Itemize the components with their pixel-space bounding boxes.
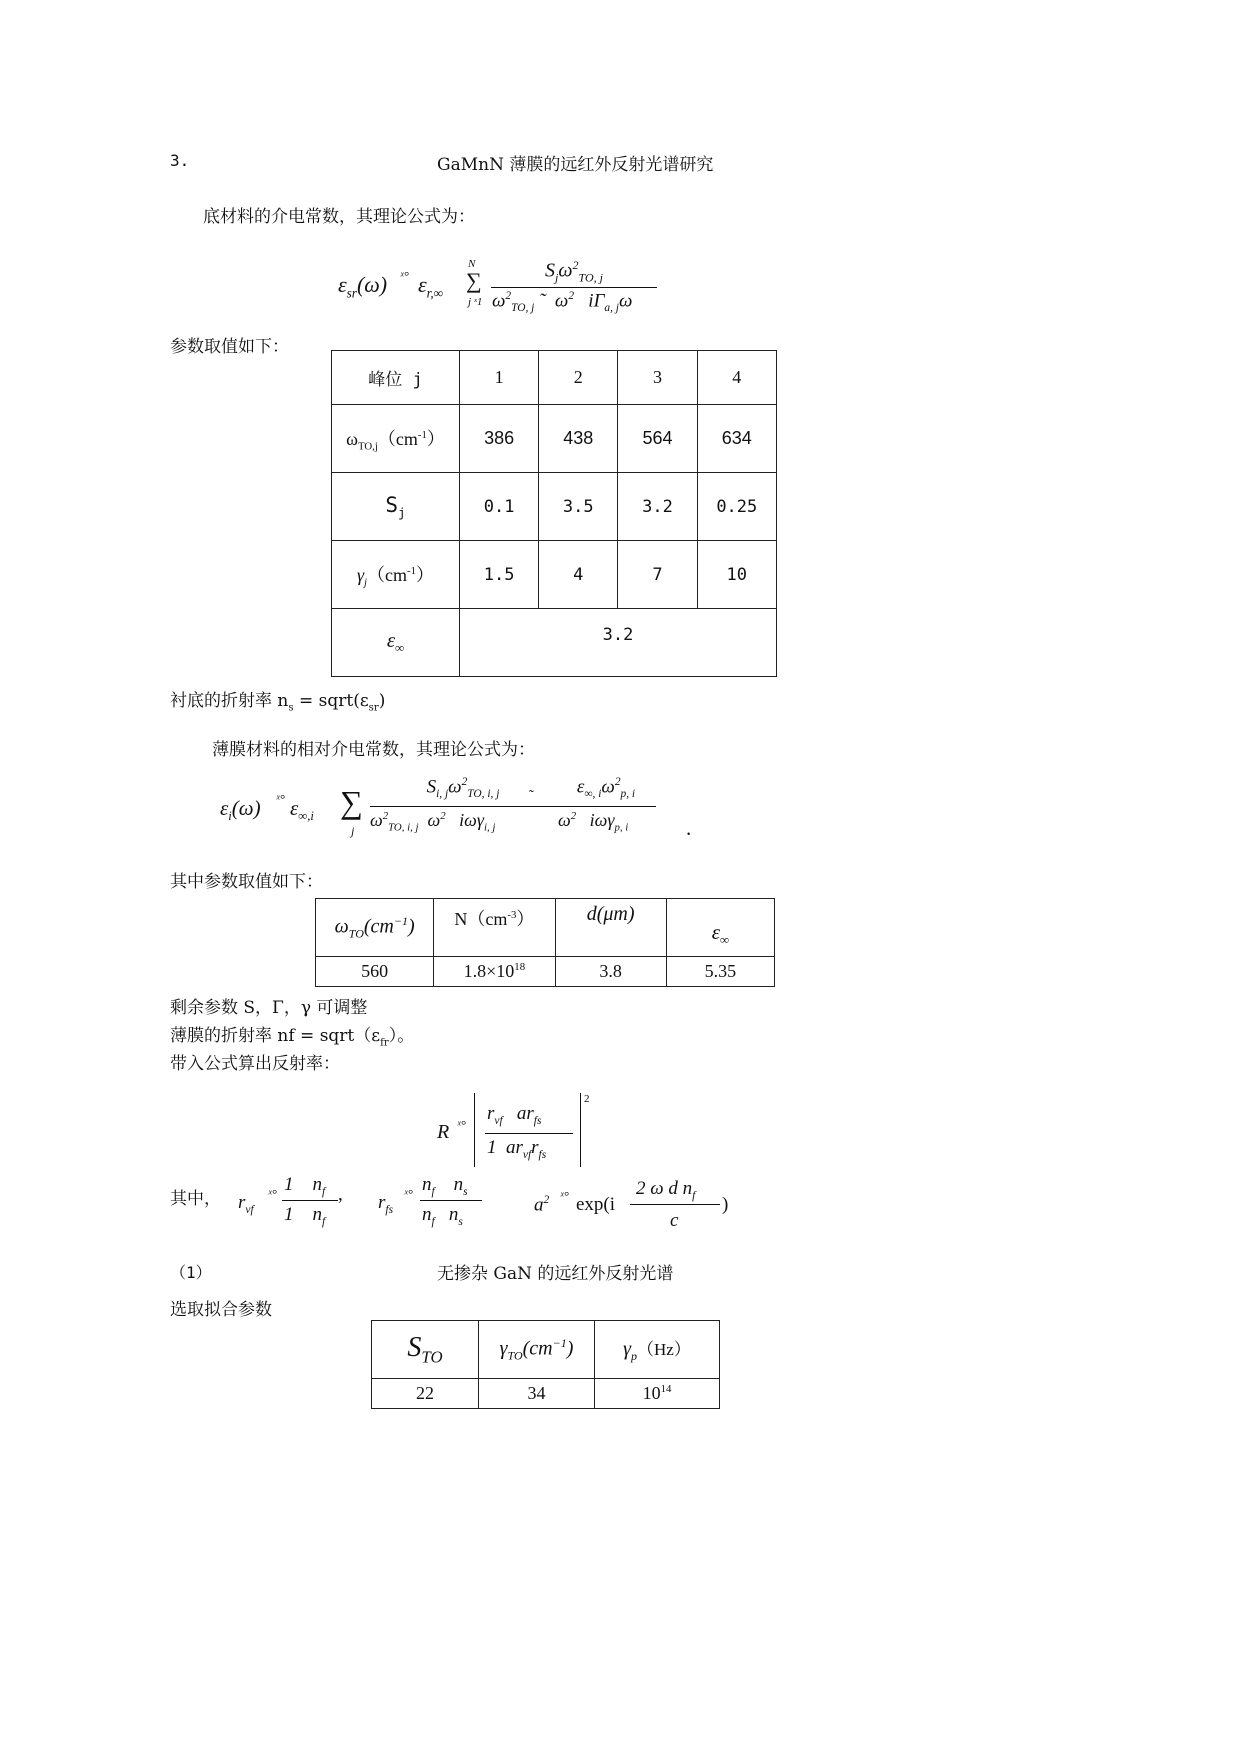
table-cell: 560 <box>316 957 434 987</box>
table-cell: 22 <box>372 1379 479 1409</box>
section-number: 3. <box>170 151 190 170</box>
table-header-cell: 峰位 j <box>332 351 460 405</box>
table-header-cell: 1 <box>459 351 538 405</box>
params-label: 参数取值如下： <box>170 337 289 357</box>
substrate-permittivity-formula: $\varepsilon_{sr}(\omega)$ ˣ° $\varepsilon_{r,\infty}$ N ∑ j ˣ1 $S_j\omega^2_{TO, j}$ $\omega^2_{TO, j}$ ˜ $\omega^2$ $i\Gamma_{a, j}\omega$ <box>338 258 678 322</box>
table-cell: 1.5 <box>459 541 538 609</box>
page-title: GaMnN 薄膜的远红外反射光谱研究 <box>437 155 714 175</box>
where-label: 其中， <box>170 1189 221 1209</box>
table-cell: 34 <box>479 1379 595 1409</box>
fit-parameters-table <box>371 1320 720 1409</box>
film-permittivity-formula: $\varepsilon_i(\omega)$ ˣ° $\varepsilon_{\infty,i}$ ∑ j $S_{i, j}\omega^2_{TO, i, j}$ $\omega^2_{TO, i, j}$ $\omega^2$ iωγ$_{i, j}$ ˜ $\varepsilon_{\infty, i}\omega^2_{p, i}$ $\omega^2$ iωγ$_{p, i}$ . <box>220 776 692 840</box>
table-cell: 3.5 <box>539 473 618 541</box>
table-header-cell: $\omega_{TO}(cm^{-1})$ <box>316 899 434 957</box>
table-cell: 7 <box>618 541 697 609</box>
substrate-index-text: 衬底的折射率 $n_s$ = $sqrt(\varepsilon_{sr})$ <box>170 691 386 714</box>
row-label-gamma: $\gamma_j(cm^{-1})$ <box>332 541 460 609</box>
fresnel-coefficients-formula: $r_{vf}$ ˣ° 1 $n_f$ 1 $n_f$ , $r_{fs}$ ˣ° $n_f$ $n_s$ $n_f$ $n_s$ $a^2$ ˣ° exp(i 2 ω d $n_f$ c ) <box>238 1174 729 1231</box>
table-row <box>316 957 775 987</box>
film-index-text: 薄膜的折射率 nf = $sqrt(\varepsilon_{fr})$。 <box>170 1026 415 1049</box>
table-row <box>332 405 777 473</box>
table-cell: 4 <box>539 541 618 609</box>
table-header-cell: 2 <box>539 351 618 405</box>
intro-text: 底材料的介电常数，其理论公式为： <box>203 207 475 227</box>
remaining-params-text: 剩余参数 S，Γ，γ 可调整 <box>170 998 368 1018</box>
abs-bar-left <box>474 1093 475 1167</box>
fraction-bar <box>491 287 657 288</box>
table-header-cell: $S_{TO}$ <box>372 1321 479 1379</box>
params2-label: 其中参数取值如下： <box>170 872 323 892</box>
reflect-text: 带入公式算出反射率： <box>170 1054 340 1074</box>
table-cell: 438 <box>539 405 618 473</box>
fit-label: 选取拟合参数 <box>170 1300 272 1320</box>
table-cell: 3.2 <box>459 609 776 677</box>
peak-parameters-table <box>331 350 777 677</box>
table-cell: $1.8\times 10^{18}$ <box>434 957 555 987</box>
table-cell: 5.35 <box>666 957 774 987</box>
fraction-bar <box>370 806 556 807</box>
table-cell: 634 <box>697 405 776 473</box>
abs-bar-right <box>580 1093 581 1167</box>
table-cell: 0.1 <box>459 473 538 541</box>
film-parameters-table <box>315 898 775 987</box>
sigma-sign: ∑ <box>340 784 363 820</box>
fraction-bar <box>630 1204 720 1205</box>
fraction-bar <box>282 1200 338 1201</box>
fraction-bar <box>420 1200 482 1201</box>
table-header-cell: $N(cm^{-3})$ <box>434 899 555 957</box>
table-header-cell: $\varepsilon_\infty$ <box>666 899 774 957</box>
table-row <box>332 609 777 677</box>
sigma-sign: ∑ <box>466 268 482 293</box>
table-cell: 0.25 <box>697 473 776 541</box>
table-cell: 3.8 <box>555 957 666 987</box>
subsection-number: （1） <box>170 1263 212 1282</box>
subsection-title: 无掺杂 GaN 的远红外反射光谱 <box>437 1264 674 1284</box>
table-row <box>332 351 777 405</box>
table-header-cell: 3 <box>618 351 697 405</box>
row-label-s: $S_j$ <box>332 473 460 541</box>
row-label-omega-to: $\omega_{TO,j}(cm^{-1})$ <box>332 405 460 473</box>
table-header-cell: 4 <box>697 351 776 405</box>
table-header-cell: d(μm) <box>555 899 666 957</box>
table-cell: 564 <box>618 405 697 473</box>
table-row <box>372 1379 720 1409</box>
table-header-cell: $\gamma_p(Hz)$ <box>595 1321 720 1379</box>
table-cell: $10^{14}$ <box>595 1379 720 1409</box>
reflectance-formula: R ˣ° $r_{vf}$ $ar_{fs}$ 1 $ar_{vf}r_{fs}$ 2 <box>437 1093 597 1173</box>
film-text: 薄膜材料的相对介电常数，其理论公式为： <box>212 740 535 760</box>
table-row <box>316 899 775 957</box>
table-row <box>332 473 777 541</box>
table-cell: 386 <box>459 405 538 473</box>
table-cell: 10 <box>697 541 776 609</box>
table-cell: 3.2 <box>618 473 697 541</box>
table-header-cell: $\gamma_{TO}(cm^{-1})$ <box>479 1321 595 1379</box>
fraction-bar <box>485 1133 573 1134</box>
row-label-eps-inf: $\varepsilon_\infty$ <box>332 609 460 677</box>
fraction-bar <box>556 806 656 807</box>
table-row <box>332 541 777 609</box>
table-row <box>372 1321 720 1379</box>
